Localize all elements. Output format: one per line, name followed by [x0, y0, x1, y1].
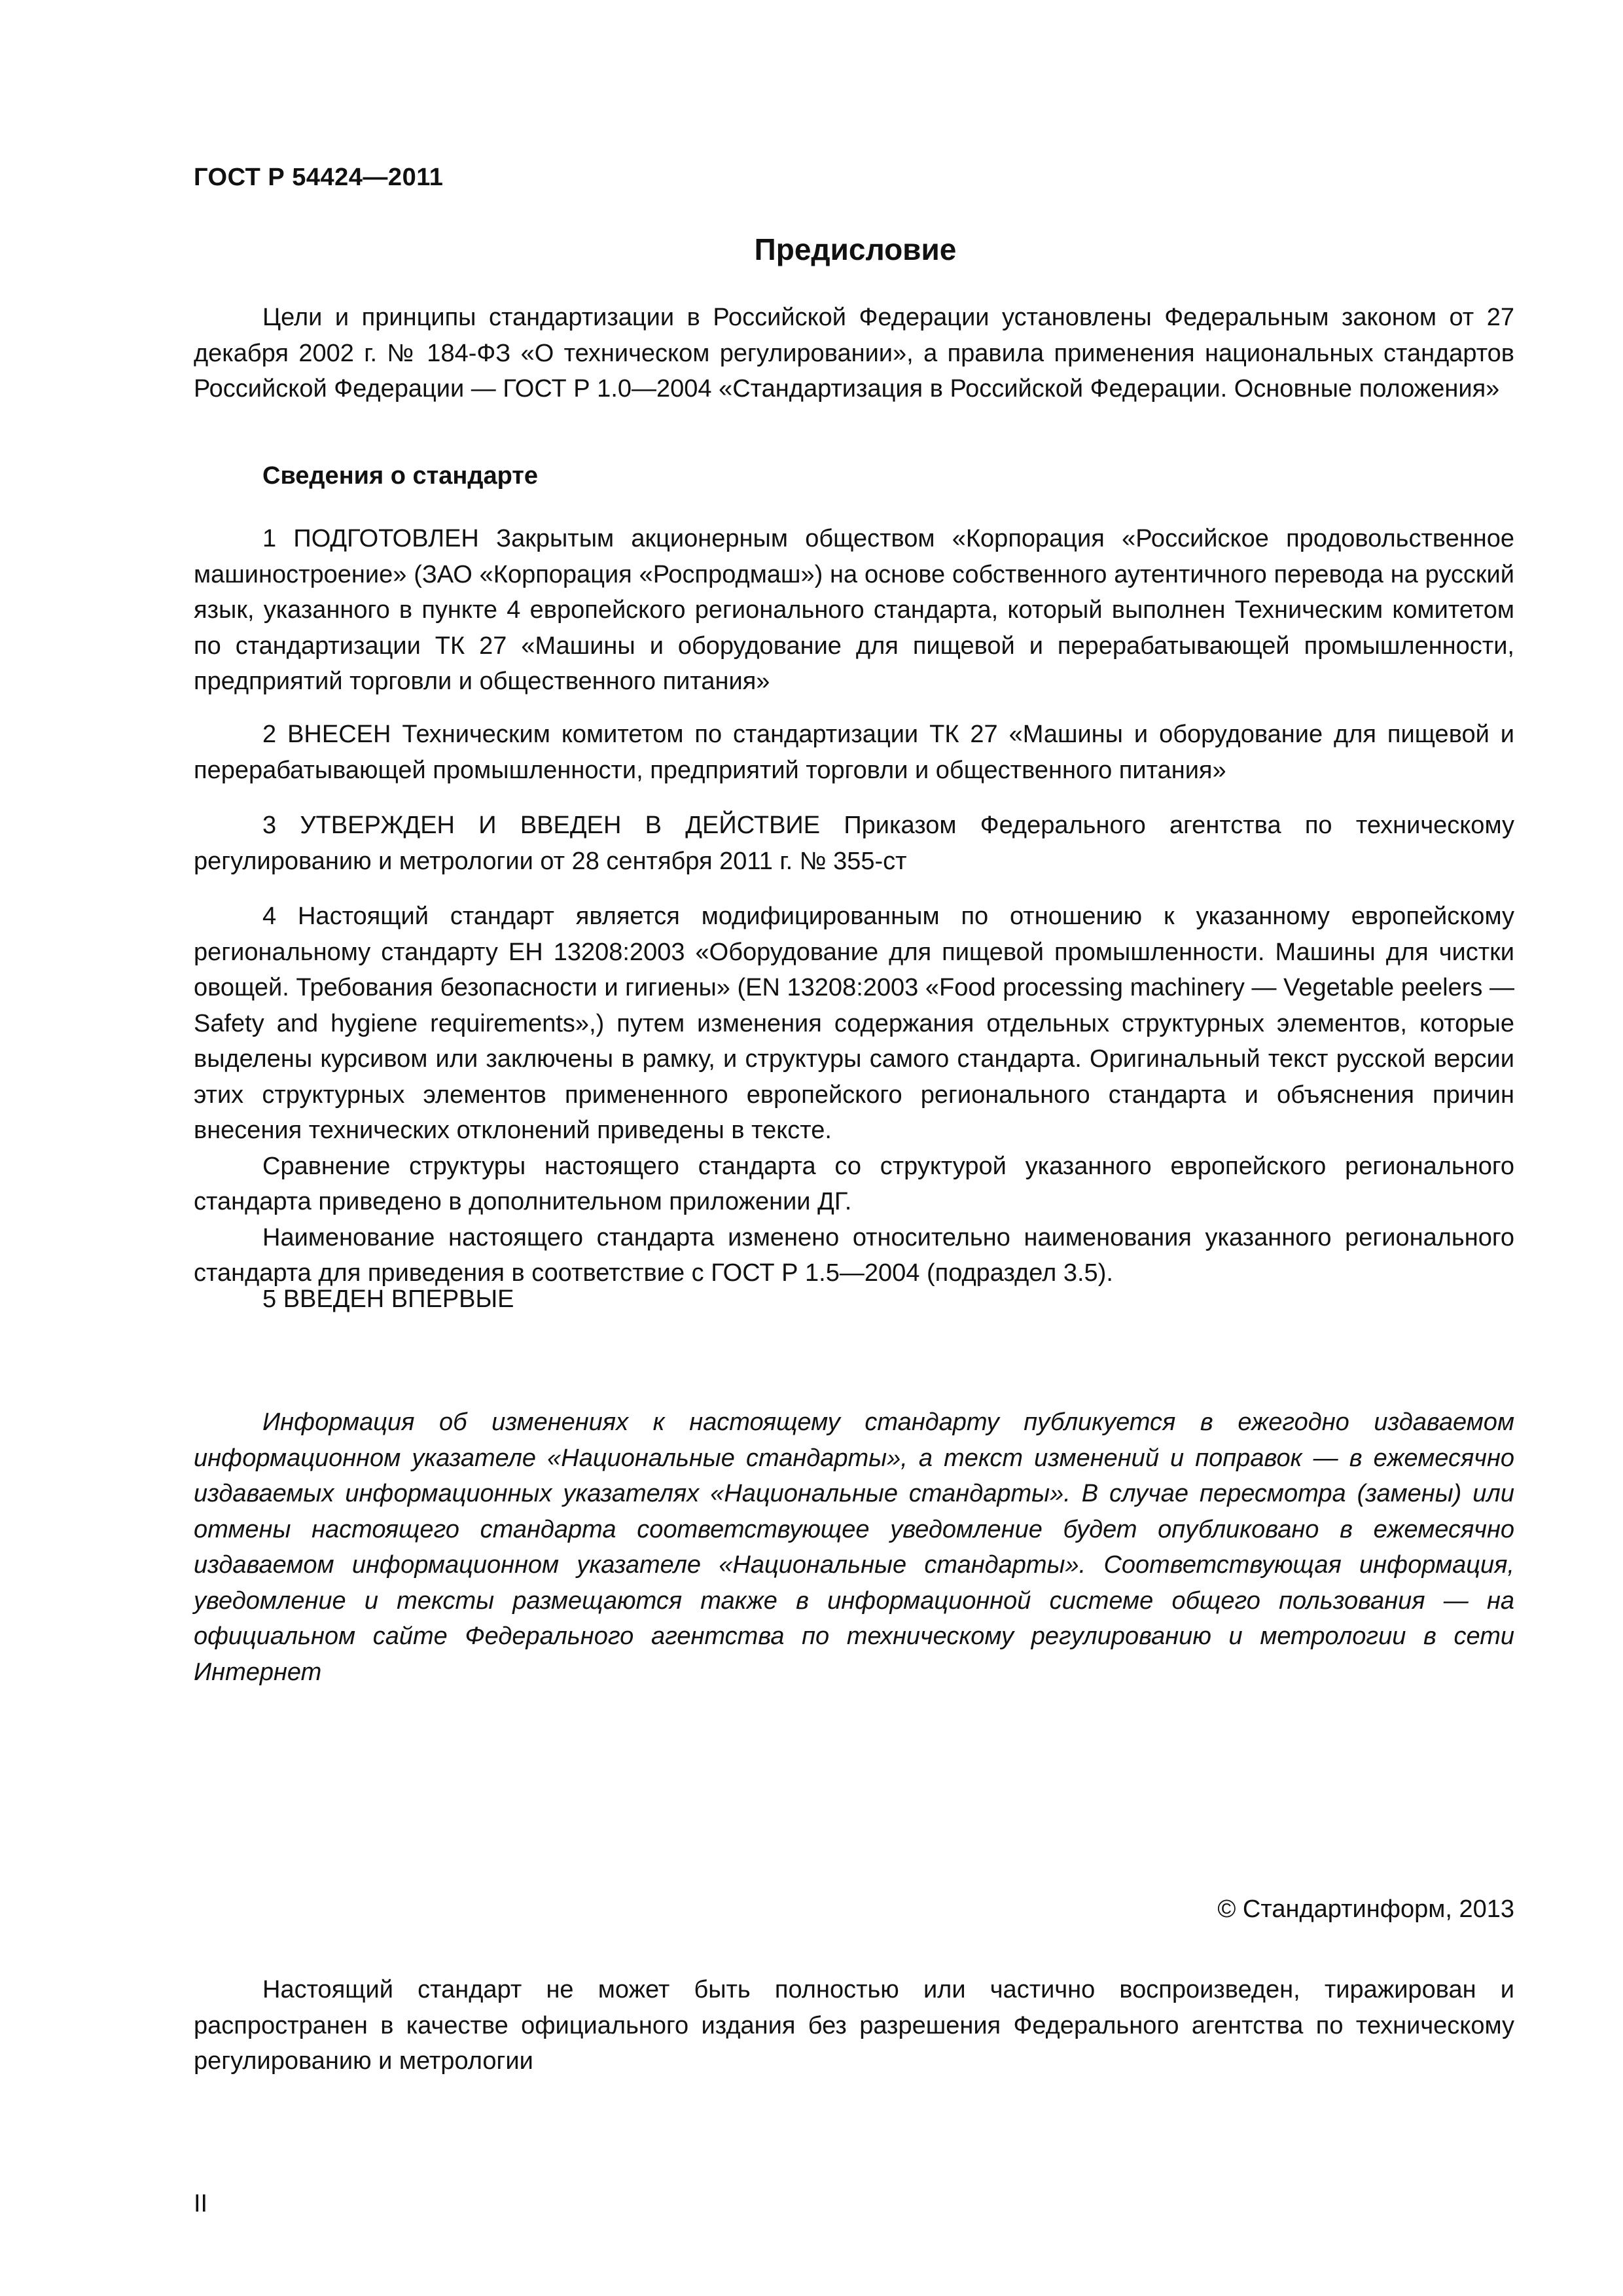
page-number: II [194, 2190, 208, 2217]
intro-block [194, 300, 1514, 407]
document-id: ГОСТ Р 54424—2011 [194, 164, 444, 191]
item-paragraph-2: 2 ВНЕСЕН Техническим комитетом по стандартизации ТК 27 «Машины и оборудование для пищевой и перерабатывающей промышленности, предприятий торговли и общественного питания» [194, 721, 1514, 784]
item-paragraph-3: 3 УТВЕРЖДЕН И ВВЕДЕН В ДЕЙСТВИЕ Приказом Федерального агентства по техническому регулированию и метрологии от 28 сентября 2011 г. № 355-ст [194, 812, 1514, 875]
item-paragraph-5: 5 ВВЕДЕН ВПЕРВЫЕ [262, 1285, 514, 1313]
intro-paragraph: Цели и принципы стандартизации в Российской Федерации установлены Федеральным законом от 27 декабря 2002 г. № 184-ФЗ «О техническом регулировании», а правила применения национальных стандартов Российской Федерации — ГОСТ Р 1.0—2004 «Стандартизация в Российской Федерации. Основные положения» [194, 304, 1514, 403]
item-paragraph-4: 4 Настоящий стандарт является модифицированным по отношению к указанному европейскому региональному стандарту ЕН 13208:2003 «Оборудование для пищевой промышленности. Машины для чистки овощей. Требования безопасности и гигиены» (EN 13208:2003 «Food processing machinery — Vegetable peelers — Safety and hygiene requirements»,) путем изменения содержания отдельных структурных элементов, которые выделены курсивом или заключены в рамку, и структуры самого стандарта. Оригинальный текст русской версии этих структурных элементов примененного европейского регионального стандарта и объяснения причин внесения технических отклонений приведены в тексте. [194, 903, 1514, 1144]
changes-notice: Информация об изменениях к настоящему стандарту публикуется в ежегодно издаваемом информационном указателе «Национальные стандарты», а текст изменений и поправок — в ежемесячно издаваемых информационных указателях «Национальные стандарты». В случае пересмотра (замены) или отмены настоящего стандарта соответствующее уведомление будет опубликовано в ежемесячно издаваемом информационном указателе «Национальные стандарты». Соответствующая информация, уведомление и тексты размещаются также в информационной системе общего пользования — на официальном сайте Федерального агентства по техническому регулированию и метрологии в сети Интернет [194, 1408, 1514, 1686]
item-paragraph-4-comparison: Сравнение структуры настоящего стандарта со структурой указанного европейского регионального стандарта приведено в дополнительном приложении ДГ. [194, 1152, 1514, 1215]
item-3-block [194, 808, 1514, 879]
item-paragraph-4-name: Наименование настоящего стандарта изменено относительно наименования указанного регионального стандарта для приведения в соответствие с ГОСТ Р 1.5—2004 (подраздел 3.5). [194, 1223, 1514, 1287]
rights-block [194, 1972, 1514, 2079]
page-title: Предисловие [754, 232, 957, 266]
copyright: © Стандартинформ, 2013 [1217, 1895, 1514, 1923]
notice-block [194, 1405, 1514, 1690]
item-paragraph-1: 1 ПОДГОТОВЛЕН Закрытым акционерным обществом «Корпорация «Российское продовольственное машиностроение» (ЗАО «Корпорация «Роспродмаш») на основе собственного аутентичного перевода на русский язык, указанного в пункте 4 европейского регионального стандарта, который выполнен Техническим комитетом по стандартизации ТК 27 «Машины и оборудование для пищевой и перерабатывающей промышленности, предприятий торговли и общественного питания» [194, 525, 1514, 695]
item-2-block [194, 717, 1514, 788]
item-5-block [194, 1282, 1514, 1318]
item-1-block [194, 521, 1514, 700]
info-heading-block [194, 458, 1514, 494]
section-heading: Сведения о стандарте [262, 462, 539, 490]
rights-notice: Настоящий стандарт не может быть полностью или частично воспроизведен, тиражирован и распространен в качестве официального издания без разрешения Федерального агентства по техническому регулированию и метрологии [194, 1976, 1514, 2075]
item-4-block [194, 899, 1514, 1291]
